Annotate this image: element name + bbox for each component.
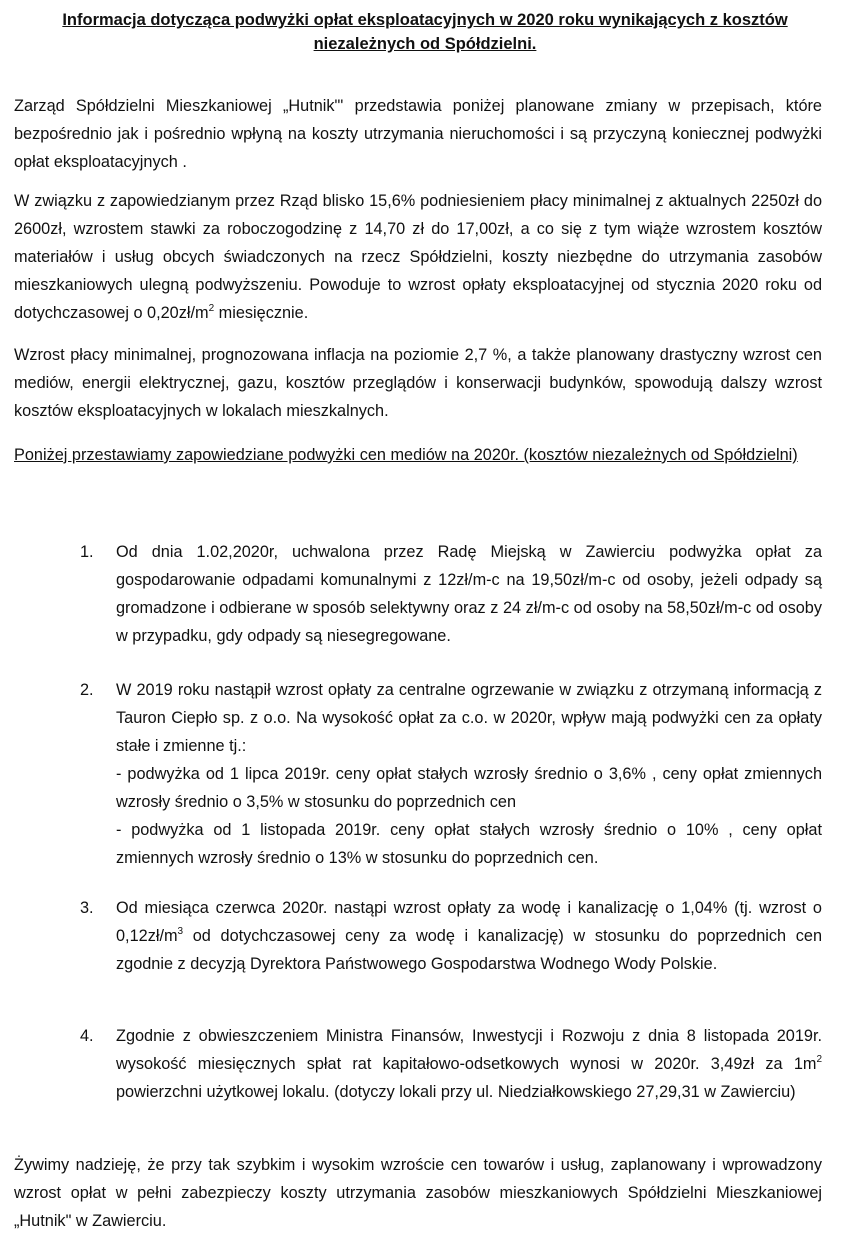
- paragraph-media-heading: Poniżej przestawiamy zapowiedziane podwyżki cen mediów na 2020r. (kosztów niezależnych od Spółdzielni): [14, 446, 798, 464]
- list-item-text-b: powierzchni użytkowej lokalu. (dotyczy lokali przy ul. Niedziałkowskiego 27,29,31 w Zawierciu): [116, 1083, 796, 1101]
- superscript-3: 3: [177, 926, 184, 937]
- list-item-text: W 2019 roku nastąpił wzrost opłaty za centralne ogrzewanie w związku z otrzymaną informacją z Tauron Ciepło sp. z o.o. Na wysokość opłat za c.o. w 2020r, wpływ mają podwyżki cen za opłaty stałe i zmienne tj.:: [116, 681, 822, 755]
- list-number: 2.: [80, 681, 94, 699]
- list-item-text: [116, 1022, 822, 1106]
- list-item-3: [80, 894, 822, 978]
- superscript-2: 2: [208, 303, 215, 314]
- list-item-subpoint-2: - podwyżka od 1 listopada 2019r. ceny opłat stałych wzrosły średnio o 10% , ceny opłat zmiennych wzrosły średnio o 13% w stosunku do poprzednich cen.: [116, 821, 822, 867]
- document-title: Informacja dotycząca podwyżki opłat eksploatacyjnych w 2020 roku wynikających z kosztów niezależnych od Spółdzielni.: [62, 11, 788, 53]
- list-item-subpoint-1: - podwyżka od 1 lipca 2019r. ceny opłat stałych wzrosły średnio o 3,6% , ceny opłat zmiennych wzrosły średnio o 3,5% w stosunku do poprzednich cen: [116, 765, 822, 811]
- list-item-text: [116, 894, 822, 978]
- paragraph-minimum-wage: [14, 187, 822, 327]
- superscript-2: 2: [816, 1054, 822, 1065]
- list-item-2: [80, 676, 822, 872]
- paragraph-inflation: Wzrost płacy minimalnej, prognozowana inflacja na poziomie 2,7 %, a także planowany drastyczny wzrost cen mediów, energii elektrycznej, gazu, kosztów przeglądów i konserwacji budynków, spowodują dalszy wzrost kosztów eksploatacyjnych w lokalach mieszkalnych.: [14, 346, 822, 420]
- paragraph-minimum-wage-text: W związku z zapowiedzianym przez Rząd blisko 15,6% podniesieniem płacy minimalnej z aktualnych 2250zł do 2600zł, wzrostem stawki za roboczogodzinę z 14,70 zł do 17,00zł, a co się z tym wiąże wzrostem kosztów materiałów i usług obcych świadczonych na rzecz Spółdzielni, koszty niezbędne do utrzymania zasobów mieszkaniowych ulegną podwyższeniu. Powoduje to wzrost opłaty eksploatacyjnej od stycznia 2020 roku od dotychczasowej o 0,20zł/m: [14, 192, 822, 322]
- paragraph-minimum-wage-tail: miesięcznie.: [214, 304, 309, 322]
- list-item-4: [80, 1022, 822, 1106]
- list-item-text-a: Zgodnie z obwieszczeniem Ministra Finansów, Inwestycji i Rozwoju z dnia 8 listopada 2019r. wysokość miesięcznych spłat rat kapitałowo-odsetkowych wynosi w 2020r. 3,49zł za 1m: [116, 1027, 822, 1073]
- list-number: 4.: [80, 1027, 94, 1045]
- list-number: 1.: [80, 543, 94, 561]
- list-item-1: [80, 538, 822, 650]
- paragraph-closing: Żywimy nadzieję, że przy tak szybkim i wysokim wzroście cen towarów i usług, zaplanowany i wprowadzony wzrost opłat w pełni zabezpieczy koszty utrzymania zasobów mieszkaniowych Spółdzielni Mieszkaniowej „Hutnik" w Zawierciu.: [14, 1156, 822, 1230]
- paragraph-intro: Zarząd Spółdzielni Mieszkaniowej „Hutnik"' przedstawia poniżej planowane zmiany w przepisach, które bezpośrednio jak i pośrednio wpłyną na koszty utrzymania nieruchomości i są przyczyną koniecznej podwyżki opłat eksploatacyjnych .: [14, 97, 822, 171]
- list-number: 3.: [80, 899, 94, 917]
- list-item-text-b: od dotychczasowej ceny za wodę i kanalizację) w stosunku do poprzednich cen zgodnie z decyzją Dyrektora Państwowego Gospodarstwa Wodnego Wody Polskie.: [116, 927, 822, 973]
- list-item-text-a: Od miesiąca czerwca 2020r. nastąpi wzrost opłaty za wodę i kanalizację o 1,04% (tj. wzrost o 0,12zł/m: [116, 899, 822, 945]
- list-item-text: Od dnia 1.02,2020r, uchwalona przez Radę Miejską w Zawierciu podwyżka opłat za gospodarowanie odpadami komunalnymi z 12zł/m-c na 19,50zł/m-c od osoby, jeżeli odpady są gromadzone i odbierane w sposób selektywny oraz z 24 zł/m-c od osoby na 58,50zł/m-c od osoby w przypadku, gdy odpady są niesegregowane.: [116, 543, 822, 645]
